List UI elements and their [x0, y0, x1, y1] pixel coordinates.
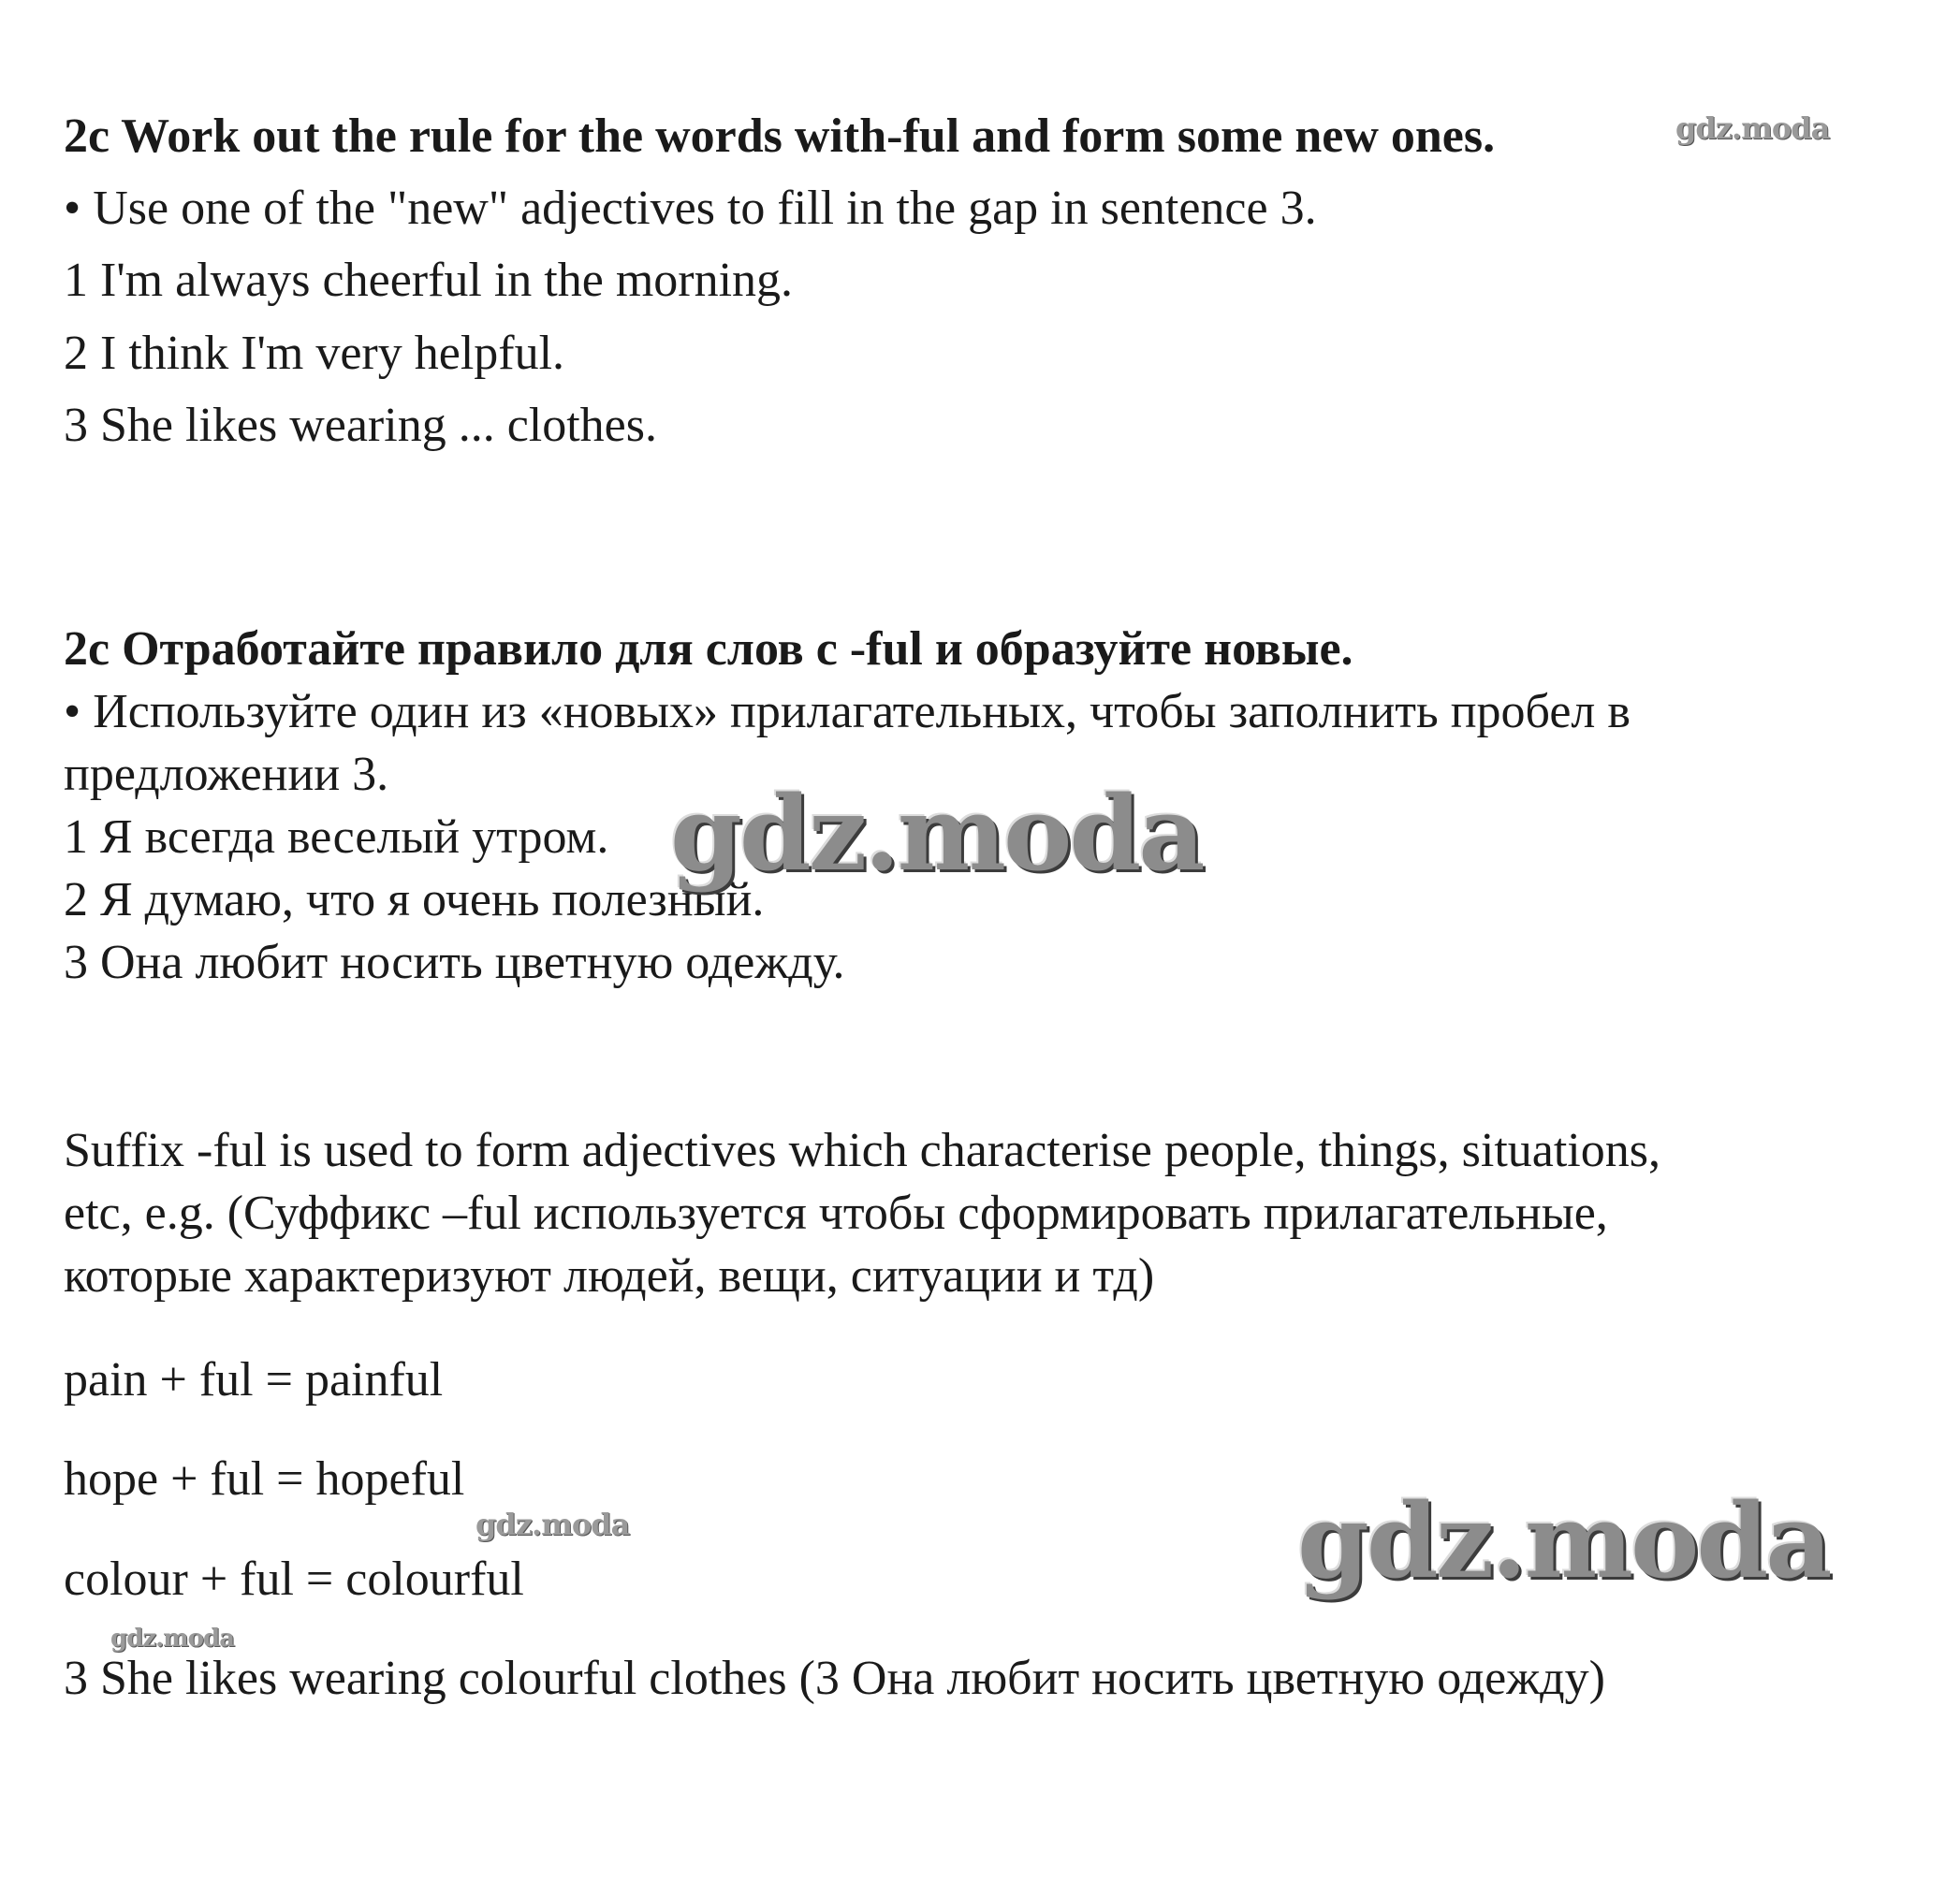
example-painful: pain + ful = painful	[64, 1353, 444, 1407]
answer-sentence: 3 She likes wearing colourful clothes (3 Она любит носить цветную одежду)	[64, 1652, 1605, 1705]
russian-instruction-line-1: • Используйте один из «новых» прилагательных, чтобы заполнить пробел в	[64, 685, 1631, 738]
watermark-middle: gdz.moda	[670, 773, 1203, 894]
russian-instruction-line-2: предложении 3.	[64, 748, 389, 801]
rule-line-3: которые характеризуют людей, вещи, ситуации и тд)	[64, 1249, 1155, 1303]
watermark-top: gdz.moda	[1675, 110, 1830, 146]
russian-sentence-3: 3 Она любит носить цветную одежду.	[64, 936, 845, 989]
russian-sentence-1: 1 Я всегда веселый утром.	[64, 810, 609, 864]
english-sentence-1: 1 I'm always cheerful in the morning.	[64, 254, 794, 307]
english-instruction: • Use one of the "new" adjectives to fill in the gap in sentence 3.	[64, 182, 1317, 235]
russian-sentence-2: 2 Я думаю, что я очень полезный.	[64, 873, 765, 926]
example-colourful: colour + ful = colourful	[64, 1552, 524, 1606]
english-sentence-3: 3 She likes wearing ... clothes.	[64, 399, 657, 452]
watermark-bottom-large: gdz.moda	[1297, 1480, 1830, 1601]
watermark-tiny: gdz.moda	[110, 1625, 235, 1653]
watermark-bottom-small: gdz.moda	[475, 1507, 630, 1542]
english-sentence-2: 2 I think I'm very helpful.	[64, 327, 565, 380]
rule-line-1: Suffix -ful is used to form adjectives which characterise people, things, situations,	[64, 1124, 1660, 1177]
example-hopeful: hope + ful = hopeful	[64, 1452, 465, 1506]
russian-heading: 2c Отработайте правило для слов с -ful и образуйте новые.	[64, 622, 1353, 676]
rule-line-2: etc, e.g. (Суффикс –ful используется чтобы сформировать прилагательные,	[64, 1187, 1608, 1240]
english-heading: 2c Work out the rule for the words with-ful and form some new ones.	[64, 109, 1496, 163]
